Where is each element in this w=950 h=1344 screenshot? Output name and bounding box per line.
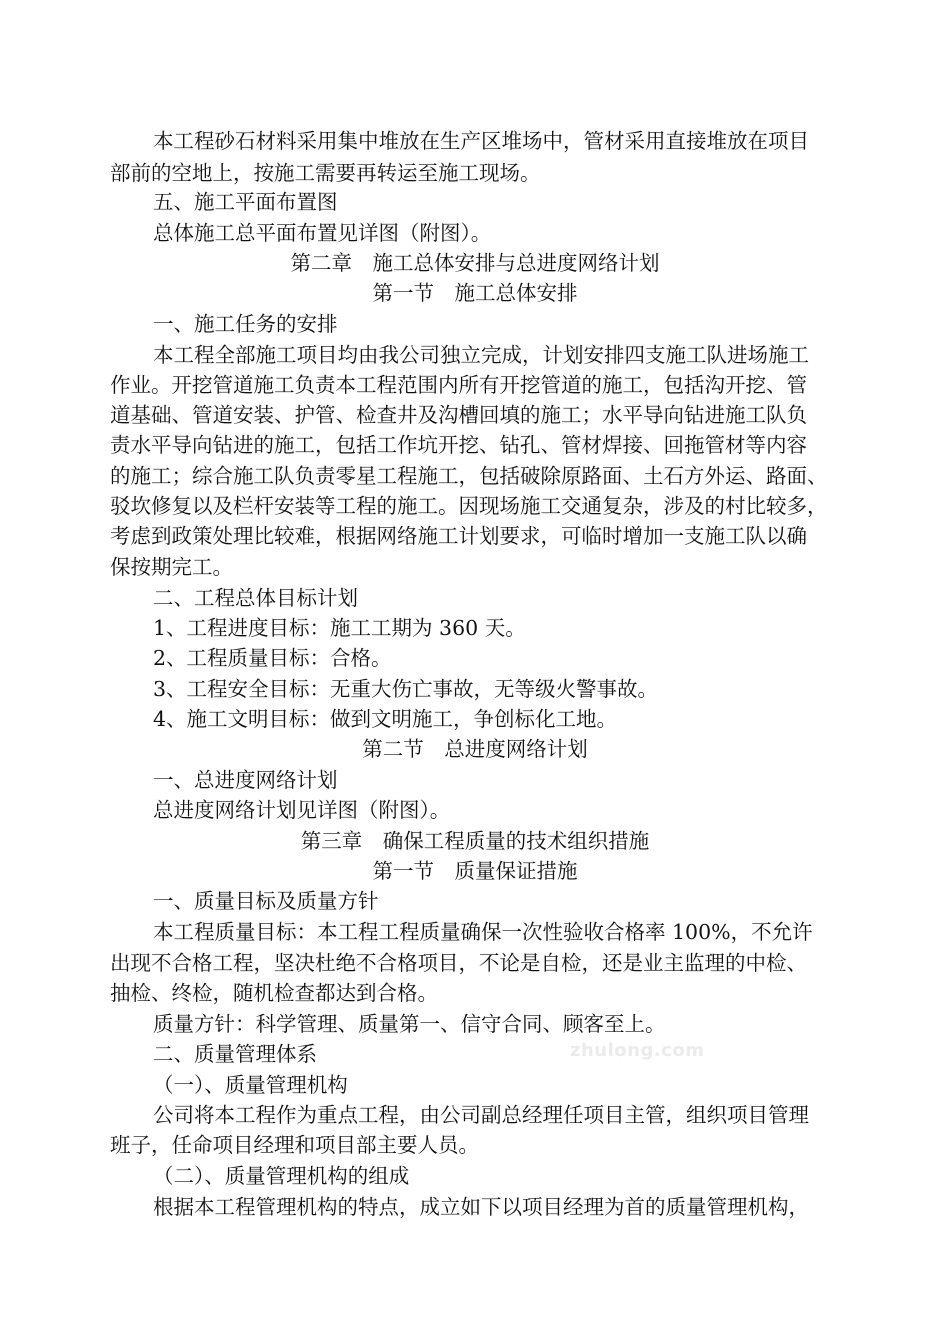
section-heading: 二、工程总体目标计划 [153,586,358,610]
paragraph-line: 部前的空地上，按施工需要再转运至施工现场。 [110,161,541,185]
paragraph-line: 考虑到政策处理比较难，根据网络施工计划要求，可临时增加一支施工队以确 [110,524,807,548]
paragraph-line: 作业。开挖管道施工负责本工程范围内所有开挖管道的施工，包括沟开挖、管 [110,373,807,397]
paragraph-line: 本工程砂石材料采用集中堆放在生产区堆场中，管材采用直接堆放在项目 [153,129,809,153]
section-title: 第一节 施工总体安排 [372,281,578,305]
subsection-heading: （一）、质量管理机构 [153,1073,348,1097]
paragraph-line: 责水平导向钻进的施工，包括工作坑开挖、钻孔、管材焊接、回拖管材等内容 [110,433,807,457]
chapter-title: 第三章 确保工程质量的技术组织措施 [300,829,650,853]
section-heading: 五、施工平面布置图 [153,190,338,214]
paragraph-line: 道基础、管道安装、护管、检查井及沟槽回填的施工；水平导向钻进施工队负 [110,403,807,427]
paragraph-line: 保按期完工。 [110,555,233,579]
paragraph-line: 根据本工程管理机构的特点，成立如下以项目经理为首的质量管理机构， [153,1195,809,1219]
paragraph-line: 驳坎修复以及栏杆安装等工程的施工。因现场施工交通复杂，涉及的村比较多， [110,494,828,518]
subsection-heading: （二）、质量管理机构的组成 [153,1164,410,1188]
paragraph-line: 的施工；综合施工队负责零星工程施工，包括破除原路面、土石方外运、路面、 [110,464,828,488]
paragraph-line: 班子，任命项目经理和项目部主要人员。 [110,1133,479,1157]
section-heading: 二、质量管理体系 [153,1042,317,1066]
paragraph-line: 质量方针：科学管理、质量第一、信守合同、顾客至上。 [153,1012,666,1036]
section-heading: 一、质量目标及质量方针 [153,889,379,913]
paragraph-line: 本工程质量目标：本工程工程质量确保一次性验收合格率 100%，不允许 [153,920,813,944]
paragraph-line: 出现不合格工程，坚决杜绝不合格项目，不论是自检，还是业主监理的中检、 [110,951,807,975]
paragraph-line: 总进度网络计划见详图（附图）。 [153,798,451,822]
section-title: 第一节 质量保证措施 [372,859,578,883]
paragraph-line: 总体施工总平面布置见详图（附图）。 [153,221,492,245]
list-item: 4、施工文明目标：做到文明施工，争创标化工地。 [153,707,618,731]
paragraph-line: 抽检、终检，随机检查都达到合格。 [110,981,438,1005]
paragraph-line: 本工程全部施工项目均由我公司独立完成，计划安排四支施工队进场施工 [153,343,809,367]
list-item: 3、工程安全目标：无重大伤亡事故，无等级火警事故。 [153,677,659,701]
list-item: 1、工程进度目标：施工工期为 360 天。 [153,616,526,640]
list-item: 2、工程质量目标：合格。 [153,646,392,670]
chapter-title: 第二章 施工总体安排与总进度网络计划 [290,251,660,275]
section-heading: 一、总进度网络计划 [153,768,338,792]
paragraph-line: 公司将本工程作为重点工程，由公司副总经理任项目主管，组织项目管理 [153,1103,809,1127]
section-title: 第二节 总进度网络计划 [362,737,588,761]
section-heading: 一、施工任务的安排 [153,312,338,336]
watermark: zhulong.com [570,1040,705,1061]
